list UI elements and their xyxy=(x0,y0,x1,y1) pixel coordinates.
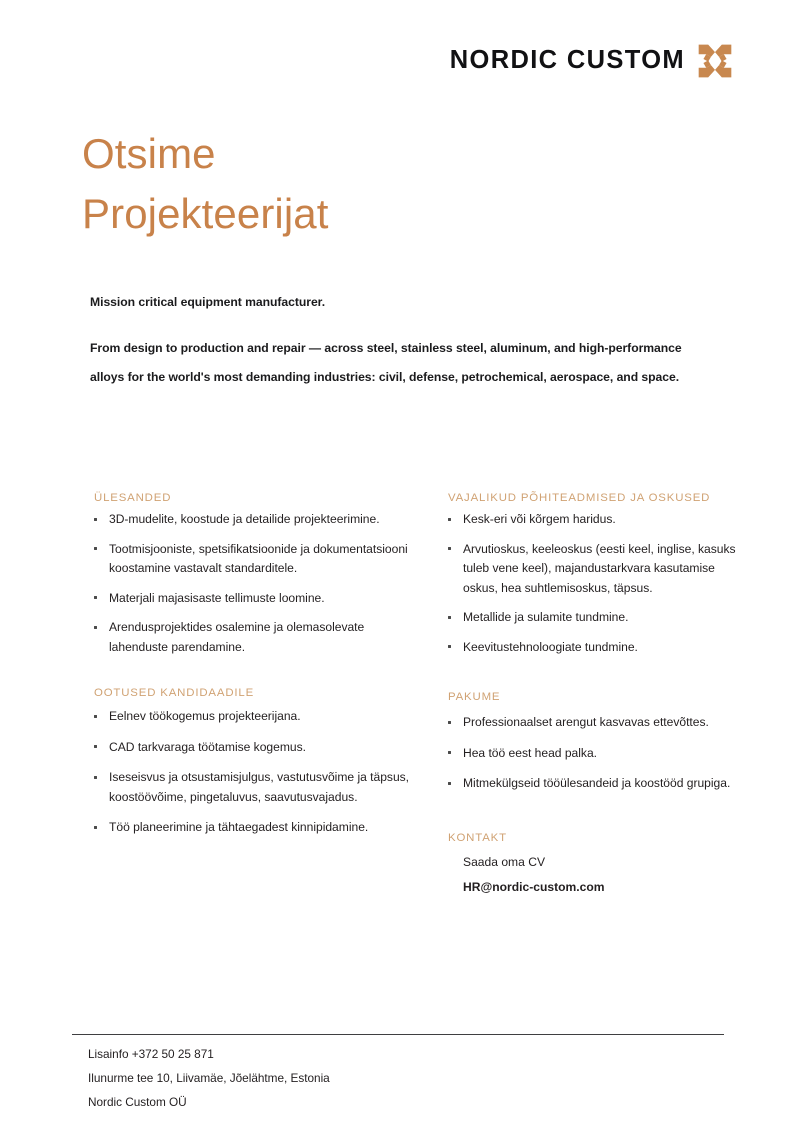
list-item-text: Mitmekülgseid tööülesandeid ja koostööd grupiga. xyxy=(463,776,731,790)
list-item-text: Materjali majasisaste tellimuste loomine. xyxy=(109,590,325,605)
bullet-icon xyxy=(448,518,451,521)
list-item xyxy=(90,540,420,579)
list-item xyxy=(444,744,744,764)
list-item-text: Metallide ja sulamite tundmine. xyxy=(463,610,629,624)
list-item-text: Professionaalset arengut kasvavas ettevõttes. xyxy=(463,715,709,729)
footer xyxy=(88,1042,688,1114)
intro-paragraph-1: Mission critical equipment manufacturer. xyxy=(90,295,326,309)
list-item-text: CAD tarkvaraga töötamise kogemus. xyxy=(109,739,306,754)
footer-company: Nordic Custom OÜ xyxy=(88,1095,187,1109)
brand-header xyxy=(450,44,732,78)
list-item-text: Arvutioskus, keeleoskus (eesti keel, inglise, kasuks tuleb vene keel), majandustarkvara kasutamise oskus, hea suhtlemisoskus, täpsus. xyxy=(463,541,736,595)
section-heading-skills: VAJALIKUD PÕHITEADMISED JA OSKUSED xyxy=(448,492,711,504)
list-item-text: Keevitustehnoloogiate tundmine. xyxy=(463,639,638,654)
list-item xyxy=(90,589,420,609)
offer-list xyxy=(444,713,744,794)
right-column xyxy=(444,492,744,900)
list-item xyxy=(444,510,744,530)
list-item-text: Kesk-eri või kõrgem haridus. xyxy=(463,512,616,526)
bullet-icon xyxy=(448,721,451,724)
bullet-icon xyxy=(94,626,97,629)
list-item xyxy=(90,510,420,530)
section-expectations xyxy=(90,687,420,838)
bullet-icon xyxy=(94,826,97,829)
intro-block xyxy=(90,288,698,392)
footer-phone: Lisainfo +372 50 25 871 xyxy=(88,1047,214,1061)
list-item xyxy=(90,618,420,657)
list-item-text: Iseseisvus ja otsustamisjulgus, vastutusvõime ja täpsus, koostöövõime, pingetaluvus, saavutusvajadus. xyxy=(109,770,410,804)
section-heading-contact: KONTAKT xyxy=(448,831,507,844)
section-skills xyxy=(444,492,744,657)
section-offer xyxy=(444,691,744,794)
section-contact xyxy=(444,832,744,900)
list-item xyxy=(444,608,744,628)
bullet-icon xyxy=(448,616,451,619)
list-item-text: Tootmisjooniste, spetsifikatsioonide ja dokumentatsiooni koostamine vastavalt standarditele. xyxy=(109,541,408,575)
list-item-text: Töö planeerimine ja tähtaegadest kinnipidamine. xyxy=(109,820,369,834)
bullet-icon xyxy=(448,645,451,648)
list-item xyxy=(90,768,420,807)
expectations-list xyxy=(90,707,420,838)
bullet-icon xyxy=(94,715,97,718)
section-heading-tasks: ÜLESANDED xyxy=(94,492,172,504)
skills-list xyxy=(444,510,744,657)
list-item-text: Arendusprojektides osalemine ja olemasolevate lahenduste parendamine. xyxy=(109,620,365,654)
tasks-list xyxy=(90,510,420,657)
section-heading-offer: PAKUME xyxy=(448,691,501,703)
list-item-text: 3D-mudelite, koostude ja detailide projekteerimine. xyxy=(109,512,380,526)
list-item xyxy=(90,738,420,758)
list-item xyxy=(90,707,420,727)
contact-instruction: Saada oma CV xyxy=(463,854,546,869)
page-title-line-1: Otsime xyxy=(82,130,216,177)
page-title xyxy=(82,124,602,243)
bullet-icon xyxy=(94,776,97,779)
bullet-icon xyxy=(94,518,97,521)
section-heading-expectations: OOTUSED KANDIDAADILE xyxy=(94,687,255,699)
list-item xyxy=(444,713,744,733)
bullet-icon xyxy=(448,751,451,754)
page-title-line-2: Projekteerijat xyxy=(82,189,329,237)
contact-lines xyxy=(444,850,744,900)
bullet-icon xyxy=(448,547,451,550)
intro-paragraph-2: From design to production and repair — across steel, stainless steel, aluminum, and high-performance alloys for the world's most demanding industries: civil, defense, petrochemical, aerospace, and space. xyxy=(90,341,682,384)
list-item xyxy=(444,774,744,794)
left-column xyxy=(90,492,420,838)
bullet-icon xyxy=(94,596,97,599)
list-item xyxy=(444,540,744,599)
list-item xyxy=(90,818,420,838)
list-item-text: Eelnev töökogemus projekteerijana. xyxy=(109,709,301,723)
bullet-icon xyxy=(94,745,97,748)
four-way-chevron-icon xyxy=(698,44,732,78)
footer-divider xyxy=(72,1034,724,1035)
list-item xyxy=(444,638,744,658)
section-tasks xyxy=(90,492,420,657)
footer-address: Ilunurme tee 10, Liivamäe, Jõelähtme, Estonia xyxy=(88,1071,330,1085)
bullet-icon xyxy=(94,547,97,550)
contact-email[interactable]: HR@nordic-custom.com xyxy=(463,879,605,894)
bullet-icon xyxy=(448,782,451,785)
list-item-text: Hea töö eest head palka. xyxy=(463,745,597,760)
brand-wordmark: NORDIC CUSTOM xyxy=(449,46,685,75)
